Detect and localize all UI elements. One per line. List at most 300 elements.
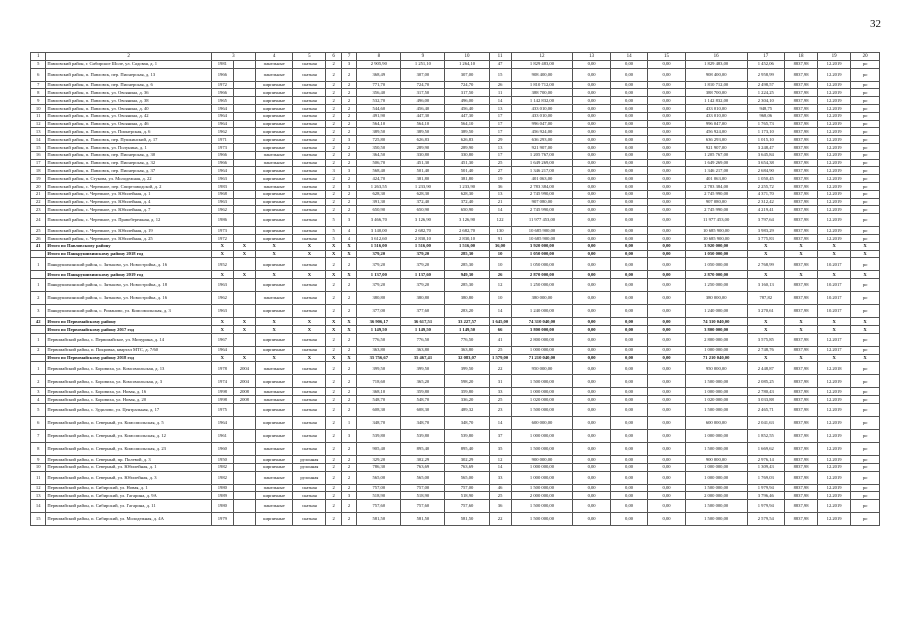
table-cell: 17 bbox=[489, 128, 511, 136]
table-cell: скатная bbox=[293, 190, 326, 198]
table-cell: 3 bbox=[341, 60, 356, 68]
table-cell: 0,00 bbox=[610, 151, 647, 159]
table-cell: ро bbox=[851, 143, 880, 151]
table-cell: кирпичные bbox=[255, 416, 292, 429]
table-cell: 330,80 bbox=[445, 151, 489, 159]
table-cell bbox=[233, 279, 255, 292]
table-cell: 0,00 bbox=[573, 81, 610, 89]
table-cell: 2 000 000,00 bbox=[685, 492, 747, 500]
table-cell: 1972 bbox=[211, 234, 233, 242]
table-cell: 2 bbox=[326, 104, 341, 112]
table-row bbox=[31, 97, 880, 105]
table-cell: скатная bbox=[293, 346, 326, 354]
table-cell: 496,00 bbox=[445, 97, 489, 105]
table-cell: 122 bbox=[489, 214, 511, 227]
table-row bbox=[31, 305, 880, 318]
table-cell bbox=[233, 89, 255, 97]
table-cell: 2 682,70 bbox=[445, 227, 489, 235]
table-cell: 2 684,90 bbox=[747, 167, 784, 175]
table-cell: 0,00 bbox=[648, 471, 685, 484]
table-cell: 776,50 bbox=[445, 333, 489, 346]
table-cell: 0,00 bbox=[573, 182, 610, 190]
table-cell: 0,00 bbox=[610, 175, 647, 183]
table-cell: скатная bbox=[293, 81, 326, 89]
table-cell: 895,40 bbox=[445, 442, 489, 455]
table-cell: 0,00 bbox=[648, 513, 685, 526]
table-cell: 0,00 bbox=[610, 346, 647, 354]
table-cell: 2 bbox=[326, 182, 341, 190]
table-cell: 2 bbox=[326, 305, 341, 318]
table-cell: скатная bbox=[293, 198, 326, 206]
table-cell: 372,40 bbox=[445, 198, 489, 206]
table-cell: 900 000,00 bbox=[685, 455, 747, 463]
table-cell: 608,30 bbox=[401, 403, 445, 416]
table-cell bbox=[31, 271, 46, 279]
table-cell: 0,00 bbox=[573, 104, 610, 112]
table-cell: 600 000,00 bbox=[685, 416, 747, 429]
table-row bbox=[31, 198, 880, 206]
table-cell: 1 149,50 bbox=[401, 325, 445, 333]
table-cell: X bbox=[341, 242, 356, 250]
table-cell: 380,80 bbox=[401, 292, 445, 305]
table-cell: 1 500 000,00 bbox=[511, 484, 573, 492]
address-cell: Павловский район, п. Павловск, ул. Полунина, д. 1 bbox=[46, 143, 211, 151]
column-number: 3 bbox=[211, 53, 255, 61]
table-cell: X bbox=[233, 318, 255, 326]
table-cell: ро bbox=[851, 182, 880, 190]
table-cell: 0,00 bbox=[648, 136, 685, 144]
table-cell: 4 bbox=[31, 396, 46, 404]
table-cell: кирпичные bbox=[255, 305, 292, 318]
table-cell: 0,00 bbox=[610, 403, 647, 416]
address-cell: Итого по Панкрушихинскому району 2019 год bbox=[46, 271, 211, 279]
table-row bbox=[31, 104, 880, 112]
table-cell: X bbox=[747, 271, 784, 279]
table-cell: 2 bbox=[326, 198, 341, 206]
address-cell: Панкрушихинский район, с. Зятьково, ул. Новостройка, д. 18 bbox=[46, 279, 211, 292]
table-row bbox=[31, 471, 880, 484]
table-cell: ро bbox=[851, 388, 880, 396]
table-cell: кирпичные bbox=[255, 120, 292, 128]
table-cell: 1975 bbox=[211, 403, 233, 416]
table-cell: 2 bbox=[326, 279, 341, 292]
table-cell: 0,00 bbox=[648, 97, 685, 105]
table-cell: 1972 bbox=[211, 81, 233, 89]
table-cell: 8837,98 bbox=[785, 416, 818, 429]
table-cell: 17 bbox=[489, 151, 511, 159]
table-cell: 11 bbox=[489, 89, 511, 97]
table-cell: 0,00 bbox=[573, 279, 610, 292]
table-cell: 8837,98 bbox=[785, 143, 818, 151]
table-cell: X bbox=[326, 354, 341, 362]
table-cell: 1 050 000,00 bbox=[511, 250, 573, 258]
table-cell: 1 137,00 bbox=[357, 271, 401, 279]
table-cell: 11 bbox=[31, 112, 46, 120]
table-cell: 2 783 384,00 bbox=[511, 182, 573, 190]
table-cell bbox=[233, 97, 255, 105]
table-cell: X bbox=[233, 242, 255, 250]
table-cell: 0,00 bbox=[648, 279, 685, 292]
table-cell: 424,70 bbox=[357, 175, 401, 183]
table-cell: 907 080,00 bbox=[685, 198, 747, 206]
table-cell: 1 649 269,00 bbox=[511, 159, 573, 167]
table-cell: 0,00 bbox=[610, 333, 647, 346]
table-cell: ро bbox=[851, 190, 880, 198]
table-cell: 1965 bbox=[211, 97, 233, 105]
address-cell: Павловский район, п. Павловск, ул. Пионерская, д. 6 bbox=[46, 128, 211, 136]
table-cell: 25 bbox=[489, 159, 511, 167]
table-cell: 1980 bbox=[211, 484, 233, 492]
table-cell: 1 264,10 bbox=[445, 60, 489, 68]
table-row bbox=[31, 227, 880, 235]
table-cell: 8837,98 bbox=[785, 403, 818, 416]
table-cell: 1963 bbox=[211, 175, 233, 183]
table-cell: 0,00 bbox=[610, 242, 647, 250]
table-cell: 1973 bbox=[211, 227, 233, 235]
table-cell: X bbox=[255, 318, 292, 326]
table-cell: 10.2017 bbox=[818, 258, 851, 271]
table-cell: 0,00 bbox=[610, 500, 647, 513]
table-row bbox=[31, 455, 880, 463]
table-cell: ро bbox=[851, 60, 880, 68]
table-row bbox=[31, 362, 880, 375]
table-cell: 401 063,00 bbox=[685, 175, 747, 183]
table-cell: ро bbox=[851, 484, 880, 492]
table-cell: 8837,98 bbox=[785, 500, 818, 513]
table-cell: 650,90 bbox=[357, 206, 401, 214]
table-cell: 0,00 bbox=[648, 159, 685, 167]
table-cell: 0,00 bbox=[573, 471, 610, 484]
table-cell: ро bbox=[851, 455, 880, 463]
table-cell: скатная bbox=[293, 167, 326, 175]
table-cell: 380,80 bbox=[445, 292, 489, 305]
table-cell: 0,00 bbox=[648, 143, 685, 151]
table-row bbox=[31, 120, 880, 128]
table-cell: 433 010,00 bbox=[685, 104, 747, 112]
table-cell: X bbox=[341, 271, 356, 279]
table-cell: 0,00 bbox=[610, 60, 647, 68]
table-cell: 757,60 bbox=[357, 500, 401, 513]
table-cell: 12.2019 bbox=[818, 500, 851, 513]
table-cell: 2 bbox=[341, 279, 356, 292]
table-cell: 2 bbox=[326, 190, 341, 198]
table-cell: 1966 bbox=[211, 159, 233, 167]
table-cell: 365,20 bbox=[401, 375, 445, 388]
table-cell: X bbox=[747, 318, 784, 326]
table-cell: кирпичные bbox=[255, 279, 292, 292]
table-cell: 0,00 bbox=[610, 136, 647, 144]
table-cell: 1 bbox=[341, 416, 356, 429]
table-cell bbox=[233, 403, 255, 416]
table-cell: 0,00 bbox=[610, 89, 647, 97]
table-cell: X bbox=[211, 318, 233, 326]
table-cell: 2 905,90 bbox=[357, 60, 401, 68]
table-cell: скатная bbox=[293, 143, 326, 151]
table-cell: 21 bbox=[31, 190, 46, 198]
table-cell: 1 250 000,00 bbox=[511, 279, 573, 292]
table-cell: ро bbox=[851, 68, 880, 81]
table-cell: 364,50 bbox=[357, 151, 401, 159]
table-cell: 2 745 990,00 bbox=[511, 190, 573, 198]
table-cell: 565,00 bbox=[401, 471, 445, 484]
table-cell: 0,00 bbox=[610, 214, 647, 227]
table-cell: 10 685 900,00 bbox=[685, 227, 747, 235]
table-cell: 74 310 040,00 bbox=[685, 318, 747, 326]
table-cell bbox=[233, 120, 255, 128]
column-number: 20 bbox=[851, 53, 880, 61]
table-cell: 13 bbox=[31, 128, 46, 136]
table-cell: рулонная bbox=[293, 471, 326, 484]
table-cell: 0,00 bbox=[610, 104, 647, 112]
table-cell: 598,20 bbox=[445, 375, 489, 388]
table-cell: 25 bbox=[489, 492, 511, 500]
table-cell: 25 bbox=[489, 346, 511, 354]
table-cell: X bbox=[818, 250, 851, 258]
table-cell: панельные bbox=[255, 471, 292, 484]
address-cell: Первомайский район, с. Боровиха, ул. Комсомольская, д. 13 bbox=[46, 362, 211, 375]
address-cell: Первомайский район, п. Северный, ул. Юбилейная, д. 3 bbox=[46, 471, 211, 484]
table-row bbox=[31, 484, 880, 492]
table-cell: 36 617,51 bbox=[401, 318, 445, 326]
table-cell: ро bbox=[851, 362, 880, 375]
address-cell: Павловский район, с. Черемное, ул. Юбилейная, д. 25 bbox=[46, 234, 211, 242]
column-number: 11 bbox=[489, 53, 511, 61]
table-cell: 379,20 bbox=[357, 279, 401, 292]
table-cell: 2 bbox=[326, 362, 341, 375]
table-cell: 0,00 bbox=[573, 484, 610, 492]
table-cell: 8837,98 bbox=[785, 463, 818, 471]
table-cell: 307,00 bbox=[401, 68, 445, 81]
table-cell: X bbox=[341, 250, 356, 258]
table-cell: X bbox=[293, 325, 326, 333]
table-cell: 0,00 bbox=[573, 206, 610, 214]
table-row bbox=[31, 258, 880, 271]
table-cell: 2 bbox=[326, 89, 341, 97]
table-cell: 0,00 bbox=[573, 492, 610, 500]
table-cell: 0,00 bbox=[648, 68, 685, 81]
table-cell: 8837,98 bbox=[785, 492, 818, 500]
table-cell: 0,00 bbox=[573, 97, 610, 105]
table-cell: 8837,98 bbox=[785, 167, 818, 175]
column-number: 2 bbox=[46, 53, 211, 61]
table-cell: X bbox=[818, 271, 851, 279]
table-cell: 3 645,84 bbox=[747, 151, 784, 159]
table-cell: 1 251,10 bbox=[401, 60, 445, 68]
table-cell: 17 bbox=[489, 120, 511, 128]
table-cell: 1998 bbox=[211, 396, 233, 404]
table-cell: 2 448,87 bbox=[747, 362, 784, 375]
table-cell: 2 bbox=[326, 403, 341, 416]
table-cell: 12.2019 bbox=[818, 429, 851, 442]
table-cell: панельные bbox=[255, 484, 292, 492]
table-cell: 3 126,90 bbox=[445, 214, 489, 227]
table-cell: 1 769,03 bbox=[747, 471, 784, 484]
table-cell: 3 bbox=[31, 388, 46, 396]
table-cell: 2 bbox=[341, 206, 356, 214]
table-cell: 32 083,07 bbox=[445, 354, 489, 362]
table-cell: 0,00 bbox=[610, 81, 647, 89]
column-number: 17 bbox=[747, 53, 784, 61]
table-cell: скатная bbox=[293, 120, 326, 128]
table-cell: 19 bbox=[489, 175, 511, 183]
table-cell: 1967 bbox=[211, 333, 233, 346]
table-cell: X bbox=[326, 271, 341, 279]
table-cell: 0,00 bbox=[648, 354, 685, 362]
table-cell: X bbox=[293, 354, 326, 362]
table-cell: 8837,98 bbox=[785, 182, 818, 190]
table-cell: 399,50 bbox=[357, 362, 401, 375]
table-cell: ро bbox=[851, 175, 880, 183]
table-cell: 1 205 767,00 bbox=[685, 151, 747, 159]
table-cell: 0,00 bbox=[610, 159, 647, 167]
table-cell: 283,20 bbox=[445, 305, 489, 318]
table-cell: 718,60 bbox=[357, 375, 401, 388]
table-cell: 2 780,43 bbox=[747, 388, 784, 396]
address-cell: Итого по Павловскому району bbox=[46, 242, 211, 250]
table-cell: 13 bbox=[31, 492, 46, 500]
table-cell: 489,32 bbox=[445, 403, 489, 416]
table-cell: 2 000 000,00 bbox=[511, 492, 573, 500]
table-cell: 0,00 bbox=[573, 463, 610, 471]
table-cell: X bbox=[293, 250, 326, 258]
table-cell: 2 bbox=[341, 396, 356, 404]
table-cell: 1963 bbox=[211, 198, 233, 206]
table-cell: 908 400,00 bbox=[511, 68, 573, 81]
table-cell: кирпичные bbox=[255, 136, 292, 144]
table-cell: X bbox=[341, 318, 356, 326]
table-cell: скатная bbox=[293, 214, 326, 227]
table-row bbox=[31, 89, 880, 97]
table-cell: 0,00 bbox=[648, 463, 685, 471]
table-cell: 724,70 bbox=[401, 81, 445, 89]
table-cell: 2 bbox=[326, 159, 341, 167]
table-cell: 1 500 000,00 bbox=[685, 442, 747, 455]
table-cell: ро bbox=[851, 97, 880, 105]
table-cell: 8837,98 bbox=[785, 429, 818, 442]
table-cell: 996 047,00 bbox=[685, 120, 747, 128]
table-cell: 36,00 bbox=[489, 242, 511, 250]
address-cell: Итого по Первомайскому району 2018 год bbox=[46, 354, 211, 362]
table-cell: 1974 bbox=[211, 375, 233, 388]
total-row bbox=[31, 271, 880, 279]
table-cell: 908 400,00 bbox=[685, 68, 747, 81]
table-cell: 1964 bbox=[211, 104, 233, 112]
table-cell: кирпичные bbox=[255, 429, 292, 442]
table-cell: X bbox=[785, 354, 818, 362]
table-cell: 1 173,10 bbox=[747, 128, 784, 136]
table-cell: X bbox=[211, 354, 233, 362]
table-cell: 1 000 000,00 bbox=[685, 429, 747, 442]
table-cell: скатная bbox=[293, 513, 326, 526]
table-row bbox=[31, 388, 880, 396]
table-cell: ро bbox=[851, 104, 880, 112]
column-number: 19 bbox=[818, 53, 851, 61]
table-cell: 12.2019 bbox=[818, 375, 851, 388]
address-cell: Павловский район, с. Черемное, ул. Правобережная, д. 12 bbox=[46, 214, 211, 227]
table-cell: панельные bbox=[255, 396, 292, 404]
table-cell: 2 bbox=[341, 159, 356, 167]
table-cell: 0,00 bbox=[648, 81, 685, 89]
table-cell: 0,00 bbox=[610, 258, 647, 271]
table-cell: 1971 bbox=[211, 136, 233, 144]
table-cell: 302,29 bbox=[401, 455, 445, 463]
table-cell: 12.2019 bbox=[818, 97, 851, 105]
table-cell: X bbox=[785, 271, 818, 279]
table-cell: 8837,98 bbox=[785, 128, 818, 136]
table-cell: 0,00 bbox=[648, 112, 685, 120]
table-cell: 2 bbox=[326, 143, 341, 151]
table-cell: 1 233,90 bbox=[445, 182, 489, 190]
table-cell: 18 bbox=[31, 167, 46, 175]
table-cell bbox=[31, 354, 46, 362]
table-cell: 36 bbox=[489, 182, 511, 190]
table-cell: 2 bbox=[326, 175, 341, 183]
table-cell: 24 bbox=[31, 214, 46, 227]
table-cell: 2 bbox=[326, 120, 341, 128]
table-cell: 0,00 bbox=[610, 429, 647, 442]
table-cell: 41 bbox=[489, 333, 511, 346]
table-cell: ро bbox=[851, 292, 880, 305]
address-cell: Первомайский район, п. Северный, ул. Комсомольская, д. 5 bbox=[46, 416, 211, 429]
total-row bbox=[31, 354, 880, 362]
table-row bbox=[31, 112, 880, 120]
table-cell: 2 bbox=[341, 292, 356, 305]
table-cell: 12.2019 bbox=[818, 388, 851, 396]
table-cell: 2 bbox=[341, 97, 356, 105]
table-cell: 33 bbox=[489, 388, 511, 396]
table-cell: 0,00 bbox=[648, 325, 685, 333]
table-cell: 456 924,00 bbox=[511, 128, 573, 136]
table-cell: 2 bbox=[326, 463, 341, 471]
table-cell: 10.2017 bbox=[818, 279, 851, 292]
table-cell: X bbox=[211, 242, 233, 250]
table-cell: X bbox=[747, 242, 784, 250]
table-cell: 0,00 bbox=[648, 206, 685, 214]
address-cell: Первомайский район, п. Сибирский, ул. Гагарина, д. 9А bbox=[46, 492, 211, 500]
table-cell: 8837,98 bbox=[785, 136, 818, 144]
table-row bbox=[31, 175, 880, 183]
table-cell: 363,80 bbox=[401, 346, 445, 354]
table-cell: 1 149,50 bbox=[357, 325, 401, 333]
table-cell: 501,40 bbox=[401, 167, 445, 175]
table-cell bbox=[233, 484, 255, 492]
table-cell: 2 465,71 bbox=[747, 403, 784, 416]
table-cell: 2 bbox=[326, 455, 341, 463]
table-cell: X bbox=[341, 354, 356, 362]
address-cell: Панкрушихинский район, с. Зятьково, ул. Новостройка, д. 16 bbox=[46, 292, 211, 305]
table-cell: 20 bbox=[31, 182, 46, 190]
table-cell: 0,00 bbox=[648, 250, 685, 258]
table-cell: 9 bbox=[31, 97, 46, 105]
table-cell: 14 bbox=[489, 463, 511, 471]
table-cell: 1 669,62 bbox=[747, 442, 784, 455]
table-cell: X bbox=[255, 325, 292, 333]
table-row bbox=[31, 429, 880, 442]
table-cell bbox=[233, 333, 255, 346]
column-number: 15 bbox=[648, 53, 685, 61]
table-cell: 0,00 bbox=[648, 242, 685, 250]
table-cell: ро bbox=[851, 159, 880, 167]
table-cell: 501,40 bbox=[445, 167, 489, 175]
table-cell: X bbox=[851, 325, 880, 333]
table-cell: 0,00 bbox=[610, 68, 647, 81]
table-cell: 2 768,99 bbox=[747, 258, 784, 271]
table-cell: ро bbox=[851, 346, 880, 354]
table-cell: 10 bbox=[31, 463, 46, 471]
table-cell: 8837,98 bbox=[785, 97, 818, 105]
table-cell: 12.2019 bbox=[818, 81, 851, 89]
table-cell: 10 685 900,00 bbox=[511, 234, 573, 242]
